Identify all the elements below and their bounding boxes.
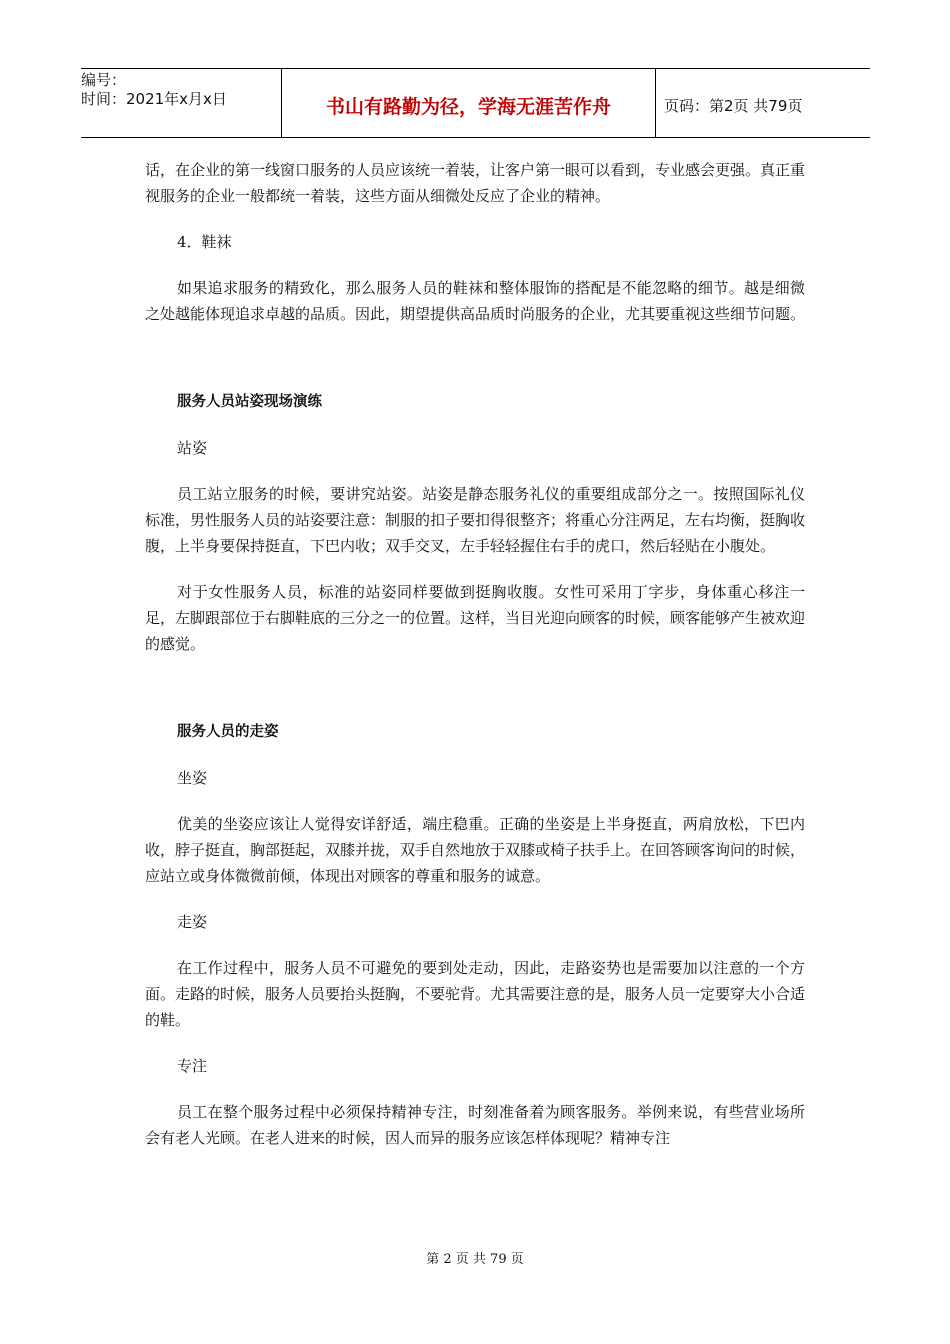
- paragraph-shoes-socks: 如果追求服务的精致化，那么服务人员的鞋袜和整体服饰的搭配是不能忽略的细节。越是细微之处越能体现追求卓越的品质。因此，期望提供高品质时尚服务的企业，尤其要重视这些细节问题。: [145, 279, 806, 323]
- section-heading-walking: 服务人员的走姿: [177, 724, 279, 740]
- paragraph-sitting: 优美的坐姿应该让人觉得安详舒适，端庄稳重。正确的坐姿是上半身挺直，两肩放松，下巴内收，脖子挺直，胸部挺起，双膝并拢，双手自然地放于双膝或椅子扶手上。在回答顾客询问的时候，应站立或身体微微前倾，体现出对顾客的尊重和服务的诚意。: [145, 815, 806, 885]
- page-footer: 第 2 页 共 79 页: [426, 1252, 524, 1267]
- header-motto: 书山有路勤为径，学海无涯苦作舟: [282, 69, 656, 137]
- paragraph-uniform-end: 话，在企业的第一线窗口服务的人员应该统一着装，让客户第一眼可以看到，专业感会更强。真正重视服务的企业一般都统一着装，这些方面从细微处反应了企业的精神。: [145, 161, 806, 205]
- header-time: 时间：2021年x月x日: [81, 90, 227, 108]
- paragraph-standing-female: 对于女性服务人员，标准的站姿同样要做到挺胸收腹。女性可采用丁字步，身体重心移注一足，左脚跟部位于右脚鞋底的三分之一的位置。这样，当目光迎向顾客的时候，顾客能够产生被欢迎的感觉。: [145, 583, 806, 653]
- header-number: 编号：: [81, 71, 127, 89]
- section-heading-standing-drill: 服务人员站姿现场演练: [177, 394, 322, 410]
- subheading-walking: 走姿: [177, 913, 208, 931]
- paragraph-walking: 在工作过程中，服务人员不可避免的要到处走动，因此，走路姿势也是需要加以注意的一个方面。走路的时候，服务人员要抬头挺胸，不要驼背。尤其需要注意的是，服务人员一定要穿大小合适的鞋。: [145, 959, 806, 1029]
- page-header: [81, 68, 870, 138]
- paragraph-focus: 员工在整个服务过程中必须保持精神专注，时刻准备着为顾客服务。举例来说，有些营业场所会有老人光顾。在老人进来的时候，因人而异的服务应该怎样体现呢？精神专注: [145, 1103, 805, 1147]
- paragraph-standing-male: 员工站立服务的时候，要讲究站姿。站姿是静态服务礼仪的重要组成部分之一。按照国际礼仪标准，男性服务人员的站姿要注意：制服的扣子要扣得很整齐；将重心分注两足，左右均衡，挺胸收腹，上半身要保持挺直，下巴内收；双手交叉，左手轻轻握住右手的虎口，然后轻贴在小腹处。: [145, 485, 806, 555]
- document-body: [145, 157, 805, 1151]
- header-page-info: 页码：第2页 共79页: [664, 96, 803, 115]
- subheading-sitting: 坐姿: [177, 769, 208, 787]
- subheading-shoes-socks: 4．鞋袜: [177, 233, 232, 251]
- header-meta: [81, 69, 282, 137]
- subheading-focus: 专注: [177, 1057, 208, 1075]
- subheading-standing: 站姿: [177, 439, 208, 457]
